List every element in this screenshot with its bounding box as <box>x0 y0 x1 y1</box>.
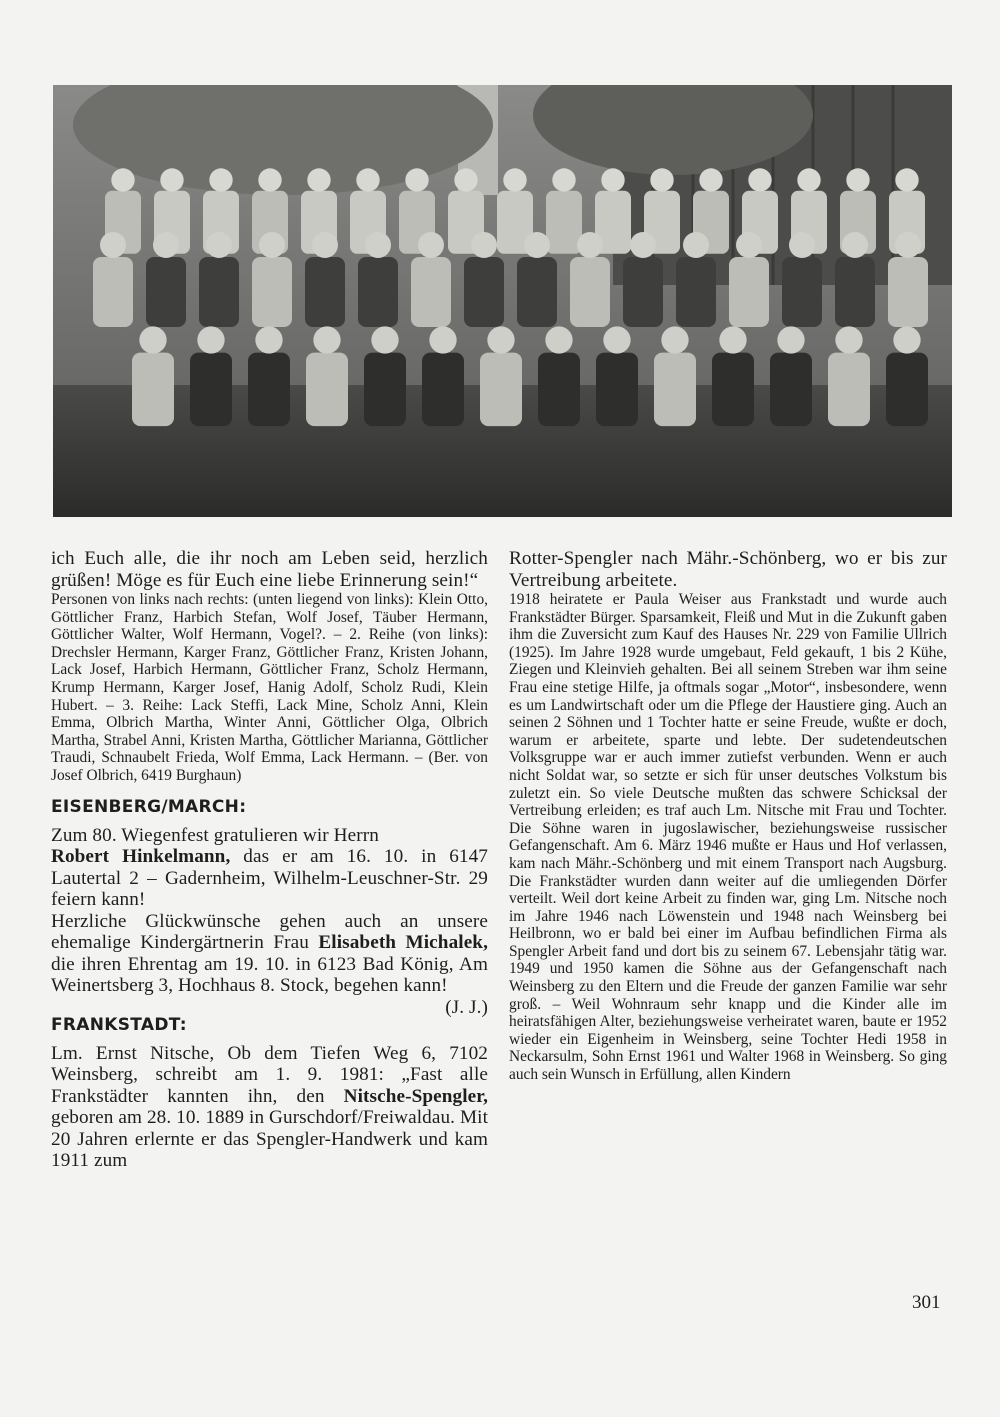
section-heading-eisenberg: EISENBERG/MARCH: <box>51 796 247 817</box>
fr-pre: Lm. Ernst Nitsche, Ob dem Tiefen Weg 6, 7102 Weinsberg, schreibt am 1. 9. 1981: „Fast alle Frankstädter kannten ihn, den <box>51 1042 488 1107</box>
page-number: 301 <box>912 1292 941 1313</box>
section-heading-frankstadt: FRANKSTADT: <box>51 1014 187 1035</box>
left-column <box>51 548 488 1172</box>
p1-pre: Zum 80. Wiegenfest gratulieren wir Herrn <box>51 824 379 846</box>
name-hinkelmann: Robert Hinkelmann, <box>51 846 231 868</box>
right-lead-text: Rotter-Spengler nach Mähr.-Schönberg, wo er bis zur Vertreibung arbeitete. <box>509 548 947 591</box>
signature: (J. J.) <box>445 996 488 1018</box>
p1-post: das er am 16. 10. in 6147 Lautertal 2 – Gadernheim, Wilhelm-Leuschner-Str. 29 feiern kann! <box>51 846 488 911</box>
right-body-text: 1918 heiratete er Paula Weiser aus Frankstadt und wurde auch Frankstädter Bürger. Sparsamkeit, Fleiß und Mut in die Zukunft gaben ihm die Zuversicht zum Kauf des Hauses Nr. 229 von Familie Ullrich (1925). Im Jahre 1928 wurde umgebaut, Feld gekauft, 1 bis 2 Kühe, Ziegen und Kleinvieh gehalten. Bei all seinem Streben war ihm seine Frau eine stetige Hilfe, ja oftmals sogar „Motor“, insbesondere, wenn es um Landwirtschaft oder um die Pflege der Haustiere ging. Auch an seinen 2 Söhnen und 1 Tochter hatte er seine Freude, wußte er doch, warum er arbeitete, sparte und lebte. Der sudetendeutschen Volksgruppe war er auch immer zutiefst verbunden. Wenn er auch nicht Soldat war, so setzte er sich für unser deutsches Volkstum bis zuletzt ein. So viele Deutsche mußten das schwere Schicksal der Vertreibung erleiden; es traf auch Lm. Nitsche mit Frau und Tochter. Die Söhne waren in jugoslawischer, beziehungsweise russischer Gefangenschaft. Am 6. März 1946 mußte er Haus und Hof verlassen, kam nach Mähr.-Schönberg und mit einem Transport nach Augsburg. Die Frankstädter wurden dann weiter auf die umliegenden Dörfer verteilt. Weil dort keine Arbeit zu finden war, ging Lm. Nitsche noch im Jahre 1946 nach Löwenstein und 1948 nach Weinsberg bei Heilbronn, wo er bald bei einer im Aufbau befindlichen Firma als Spengler Arbeit fand und dort bis zu seinem 67. Lebensjahr tätig war. 1949 und 1950 kamen die Söhne aus der Gefangenschaft nach Weinsberg zu den Eltern und die Freude der ganzen Familie war sehr groß. – Weil Wohnraum sehr knapp und die Kinder alle im heiratsfähigen Alter, beziehungsweise verheiratet waren, baute er 1952 wieder ein Eigenheim in Weinsberg, seine Tochter Hedi 1958 in Neckarsulm, Sohn Ernst 1961 und Walter 1968 in Weinsberg. So ging auch sein Wunsch in Erfüllung, allen Kindern <box>509 591 947 1084</box>
frankstadt-paragraph <box>51 1043 488 1172</box>
class-group-photo <box>53 85 952 517</box>
eisenberg-paragraph-2 <box>51 910 488 1018</box>
p2-pre: Herzliche Glückwünsche gehen auch an unsere ehemalige Kindergärtnerin Frau <box>51 910 488 954</box>
photo-caption: Personen von links nach rechts: (unten liegend von links): Klein Otto, Göttlicher Franz, Harbich Stefan, Wolf Josef, Täuber Hermann, Göttlicher Walter, Wolf Hermann, Vogel?. – 2. Reihe (von links): Drechsler Hermann, Karger Franz, Göttlicher Franz, Kristen Johann, Lack Josef, Harbich Hermann, Göttlicher Franz, Scholz Hermann, Krump Hermann, Karger Josef, Hanig Adolf, Scholz Rudi, Klein Hubert. – 3. Reihe: Lack Steffi, Lack Mine, Scholz Anni, Klein Emma, Olbrich Martha, Winter Anni, Göttlicher Olga, Olbrich Martha, Strabel Anni, Kristen Martha, Göttlicher Marianna, Göttlicher Traudi, Schnaubelt Frieda, Wolf Emma, Lack Hermann. – (Ber. von Josef Olbrich, 6419 Burghaun) <box>51 591 488 784</box>
right-column <box>509 548 947 1084</box>
p2-mid: die ihren Ehrentag am 19. 10. in 6123 Bad König, Am Weinertsberg 3, Hochhaus 8. Stock, begehen kann! <box>51 953 488 997</box>
group-photo-icon <box>53 85 952 517</box>
eisenberg-paragraph-1 <box>51 825 488 911</box>
name-nitsche: Nitsche-Spengler, <box>343 1085 488 1107</box>
fr-post: geboren am 28. 10. 1889 in Gurschdorf/Freiwaldau. Mit 20 Jahren erlernte er das Spengler-Handwerk und kam 1911 zum <box>51 1107 488 1172</box>
intro-text: ich Euch alle, die ihr noch am Leben seid, herzlich grüßen! Möge es für Euch eine liebe Erinnerung sein!“ <box>51 548 488 591</box>
name-michalek: Elisabeth Michalek, <box>318 932 488 954</box>
